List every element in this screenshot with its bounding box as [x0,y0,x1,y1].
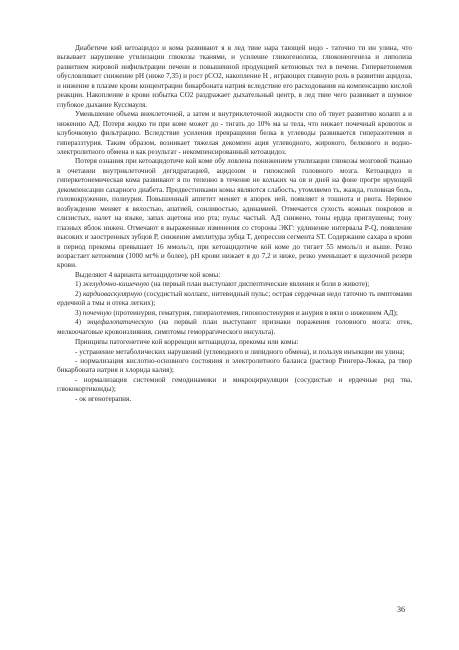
variant-term: кардиоваскулярную [82,289,143,298]
variant-description: (на первый план выступают признаки поражения головного мозга: отек, мелкоочаговые кровоизлияния, симптомы геморрагического инсульта). [57,318,412,336]
variant-term: энцефалопатическую [86,318,154,327]
variant-item-2 [57,290,412,309]
paragraph-clinical-picture: Потеря ознания при кетоацидотиче кой коме обу ловлена понижением утилизации глюкозы мозговой тканью в очетании внутриклеточной дегидратацией, ацидозом и гипоксией головного мозга. Кетоацидоз и гиперкетонемическая кома развивают я по тепенно в течение не кольких ча ов и дней на фоне прогре ирующей декомпенсации сахарного диабета. Предвестниками комы являются слабость, утомляемо ть, жажда, головная боль, головокружение, полиурия. Повышенный аппетит меняет я апорек ией, появляет я тошнота и рвота. Нервное возбуждение меняет я вялостью, апатией, сонливостью, адинамией. Отмечается сухость кожных покровов и слизистых, налет на языке, запах ацетона изо рта; пульс частый. АД снижено, тоны ердца приглушены; тону глазных яблок нижен. Отмечают я выраженные изменения со стороны ЭКГ: удлинение интервала P-Q, появление высоких и заостренных зубцов P, снижение амплитуды зубца T, депрессия сегмента ST. Содержание сахара в крови в период прекомы превышает 16 ммоль/л, при кетоацидотиче кой коме до тигает 55 ммоль/л и выше. Резко возрастает кетонемия (1000 мг% и более), pH крови нижает я до 7,2 и ниже, резко уменьшает я щелочной резерв крови. [57,157,412,270]
variant-description: (на первый план выступают диспептические явления и боли в животе); [149,280,370,289]
variant-item-4 [57,318,412,337]
list-item-metabolic: - устранение метаболических нарушений (углеводного и липидного обмена), и пользуя инъекции ин улина; [75,347,405,356]
list-item-oxygen-therapy: - ок игенотерапия. [75,394,132,403]
paragraph-variants-intro: Выделяют 4 варианта кетоацидотиче кой комы: [75,270,221,279]
variant-term: желудочно-кишечную [82,280,150,289]
list-item-acid-base: - нормализация кислотно-основного состояния и электролитного баланса (раствор Рингера-Локка, ра твор бикарбоната натрия и хлорида калия); [57,356,412,375]
variant-number: 3) [75,308,81,317]
variant-number: 1) [75,280,81,289]
paragraph-pathogenesis: Диабетиче кий кетоацидоз и кома развивают я в лед твие нара тающей недо - таточно ти ин улина, что вызывает нарушение утилизации глюкозы тканями, и усиление гликогенолиза, глюконеогенеза и липолиза развитием жировой инфильтрации печени и повышенной продукцией кетоновых тел в печени. Гиперкетонемия обусловливает снижение pH (ниже 7,35) и рост pCO2, накопление H , играющих главную роль в развитии ацидоза, и нижение в плазме крови концентрации бикарбоната натрия вследствие его расходования на компенсацию кислой реакции. Накопление в крови избытка CO2 раздражает дыхательный центр, в лед твие чего развивает я шумное глубокое дыхание Куссмауля. [57,44,412,109]
variant-description: (сосудистый коллапс, нитевидный пульс; острая сердечная недо таточно ть имптомами ердечной а тмы и отека легких); [57,289,412,308]
paragraph-dehydration: Уменьшение объема внеклеточной, а затем и внутриклеточной жидкости спо об твует развитию колапп а и нижению АД. Потеря жидко ти при коме может до - тигать до 10% ма ы тела, что нижает почечный кровоток и клубочковую фильтрацию. Вследствие усиления превращения белка в углеводы развивается гиперазотемия и гипераззтурия. Таким образом, возникает тяжелая декомпен ация углеводного, жирового, белкового и водно-электролитного обмена и как результат - некомпенсированный кетоацидоз. [57,110,412,156]
variant-number: 2) [75,289,81,298]
variant-number: 4) [75,318,81,327]
variant-description: (протеинурия, гематурия, гиперазотемия, гипоизостенурия и анурия в вязи о нижением АД); [111,308,398,317]
list-item-hemodynamics: - нормализация системной гемодинамики и микроциркуляции (сосудистые и ердечные ред тва, глюкокортикоиды); [57,375,412,394]
variant-item-3 [57,309,412,318]
page-body [57,44,412,404]
variant-item-1 [57,280,412,289]
paragraph-correction-principles: Принципы патогенетиче кой коррекции кетоацидоза, прекомы или комы: [75,338,299,347]
page-number: 36 [397,605,405,614]
variant-term: почечную [82,308,112,317]
